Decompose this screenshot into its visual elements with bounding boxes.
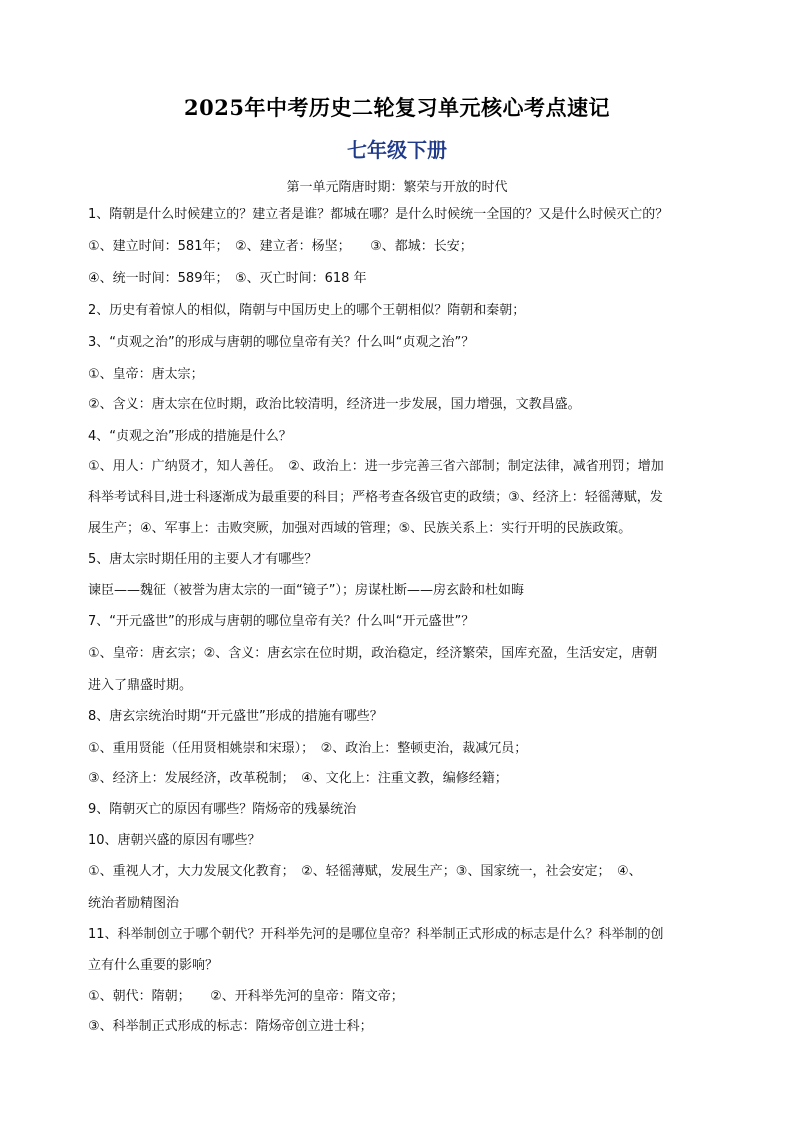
text-line: 10、唐朝兴盛的原因有哪些？ bbox=[88, 833, 261, 848]
document-title: 2025年中考历史二轮复习单元核心考点速记 bbox=[184, 95, 610, 120]
text-line: 11、科举制创立于哪个朝代？开科举先河的是哪位皇帝？科举制正式形成的标志是什么？科举制的创 bbox=[88, 927, 664, 942]
text-line: 4、“贞观之治”形成的措施是什么？ bbox=[88, 429, 292, 444]
text-line: 立有什么重要的影响？ bbox=[88, 958, 219, 973]
text-line: ①、皇帝：唐玄宗；②、含义：唐玄宗在位时期，政治稳定，经济繁荣，国库充盈，生活安定，唐朝 bbox=[88, 646, 658, 661]
text-line: 统治者励精图治 bbox=[88, 896, 180, 911]
text-line: ①、建立时间：581年； ②、建立者：杨坚； ③、都城：长安； bbox=[88, 239, 473, 254]
text-line: ①、重用贤能（任用贤相姚崇和宋璟）； ②、政治上：整顿吏治，裁减冗员； bbox=[88, 741, 528, 756]
text-line: 进入了鼎盛时期。 bbox=[88, 678, 193, 693]
text-line: 展生产；④、军事上：击败突厥，加强对西域的管理；⑤、民族关系上：实行开明的民族政策。 bbox=[88, 521, 632, 536]
text-line: 5、唐太宗时期任用的主要人才有哪些？ bbox=[88, 552, 318, 567]
text-line: ①、皇帝：唐太宗； bbox=[88, 367, 204, 382]
text-line: ③、经济上：发展经济，改革税制； ④、文化上：注重文教，编修经籍； bbox=[88, 771, 508, 786]
text-line: ①、用人：广纳贤才，知人善任。 ②、政治上：进一步完善三省六部制；制定法律，减省刑罚；增加 bbox=[88, 459, 664, 474]
text-line: ①、重视人才，大力发展文化教育； ②、轻徭薄赋，发展生产；③、国家统一，社会安定； ④、 bbox=[88, 864, 642, 879]
text-line: 谏臣——魏征（被誉为唐太宗的一面“镜子”）；房谋杜断——房玄龄和杜如晦 bbox=[88, 583, 524, 598]
unit-heading: 第一单元隋唐时期：繁荣与开放的时代 bbox=[286, 180, 508, 195]
text-line: ①、朝代：隋朝； ②、开科举先河的皇帝：隋文帝； bbox=[88, 989, 404, 1004]
text-line: ③、科举制正式形成的标志：隋炀帝创立进士科； bbox=[88, 1019, 373, 1034]
text-line: 科举考试科目,进士科逐渐成为最重要的科目；严格考查各级官吏的政绩；③、经济上：轻徭薄赋，发 bbox=[88, 490, 663, 505]
text-line: 8、唐玄宗统治时期“开元盛世”形成的措施有哪些？ bbox=[88, 709, 383, 724]
text-line: 2、历史有着惊人的相似，隋朝与中国历史上的哪个王朝相似？隋朝和秦朝； bbox=[88, 303, 526, 318]
text-line: ②、含义：唐太宗在位时期，政治比较清明，经济进一步发展，国力增强，文教昌盛。 bbox=[88, 397, 581, 412]
text-line: 7、“开元盛世”的形成与唐朝的哪位皇帝有关？什么叫“开元盛世”？ bbox=[88, 614, 475, 629]
text-line: 3、“贞观之治”的形成与唐朝的哪位皇帝有关？什么叫“贞观之治”？ bbox=[88, 335, 475, 350]
text-line: 1、隋朝是什么时候建立的？建立者是谁？都城在哪？是什么时候统一全国的？又是什么时候灭亡的？ bbox=[88, 207, 669, 222]
text-line: ④、统一时间：589年； ⑤、灭亡时间：618 年 bbox=[88, 271, 367, 286]
document-subtitle: 七年级下册 bbox=[347, 138, 447, 162]
text-line: 9、隋朝灭亡的原因有哪些？隋炀帝的残暴统治 bbox=[88, 802, 357, 817]
